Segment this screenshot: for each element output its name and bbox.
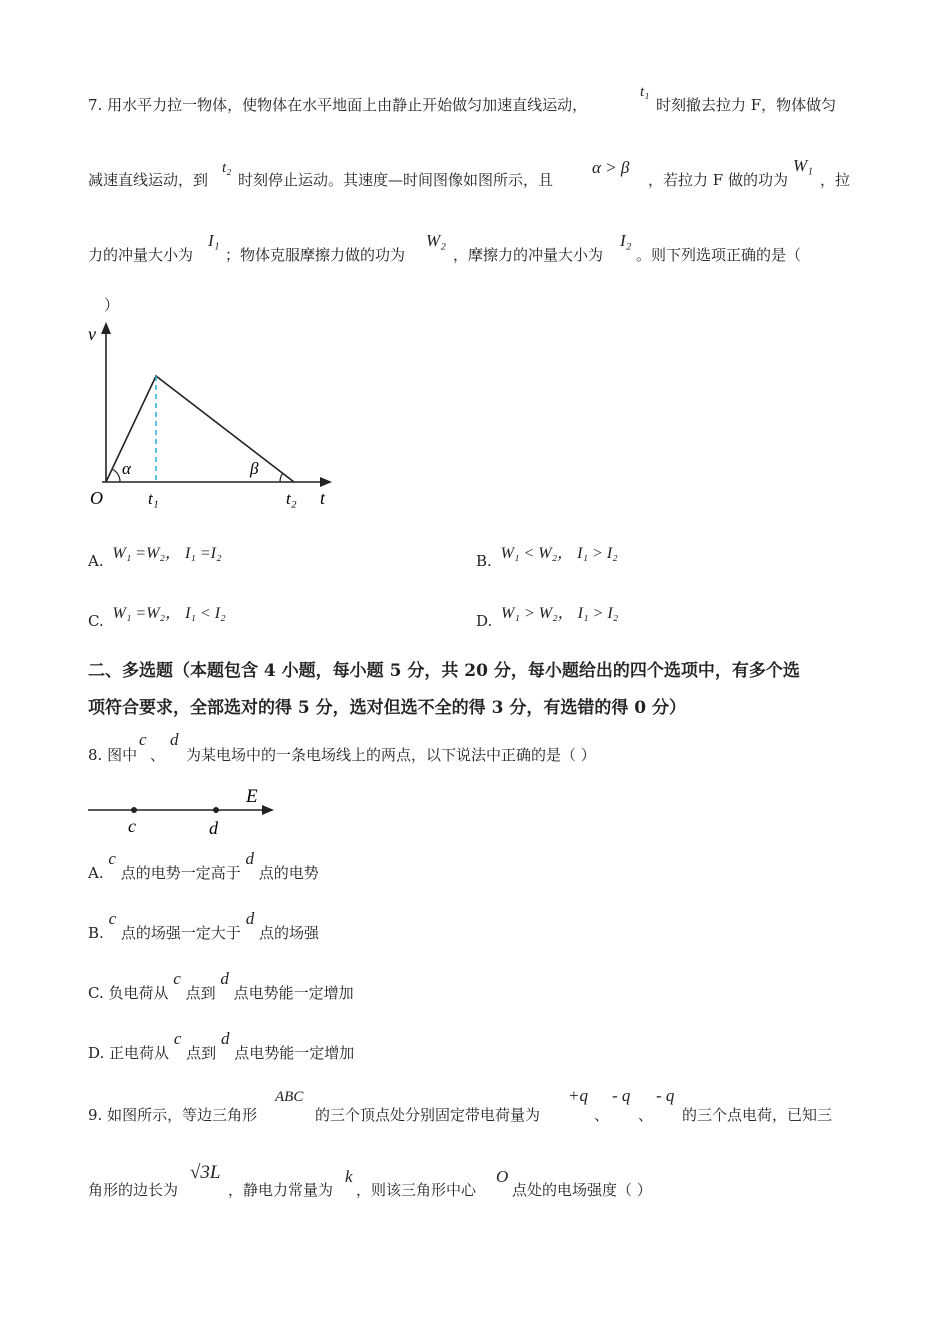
section-2-title-cont: 项符合要求，全部选对的得 5 分，选对但选不全的得 3 分，有选错的得 0 分） bbox=[88, 698, 686, 718]
var-W1: W₁ bbox=[793, 156, 814, 175]
field-line-figure bbox=[84, 782, 284, 838]
q8-option-B[interactable] bbox=[88, 908, 319, 942]
option-A[interactable] bbox=[88, 540, 222, 570]
var-W2: W₂ bbox=[426, 231, 447, 250]
var-d: d bbox=[245, 849, 255, 868]
c-label: c bbox=[128, 816, 136, 836]
q7-line1 bbox=[88, 94, 587, 115]
option-text: 点到 bbox=[186, 1044, 217, 1062]
option-letter: A. bbox=[88, 864, 104, 882]
var-I2: I₂ bbox=[620, 231, 632, 250]
beta-arc bbox=[280, 473, 283, 482]
q7-text: 力的冲量大小为 bbox=[88, 246, 194, 264]
option-B[interactable] bbox=[476, 540, 618, 570]
var-d: d bbox=[220, 969, 229, 988]
q8-option-C[interactable] bbox=[88, 968, 354, 1002]
alpha-gt-beta: α > β bbox=[592, 158, 630, 177]
var-c: c bbox=[139, 730, 147, 749]
var-t2: t₂ bbox=[222, 160, 232, 176]
origin-label: O bbox=[90, 488, 103, 508]
expr-sqrt3L: √3L bbox=[190, 1162, 221, 1183]
q9-text: ，则该三角形中心 bbox=[356, 1181, 477, 1199]
charge-minus-q: - q bbox=[656, 1086, 675, 1105]
var-d: d bbox=[220, 1029, 230, 1048]
option-expr: W₁ < W₂， I₁ > I₂ bbox=[500, 545, 618, 562]
var-c: c bbox=[173, 969, 181, 988]
q7-text: ，拉 bbox=[820, 171, 851, 189]
q8-stem: 为某电场中的一条电场线上的两点，以下说法中正确的是（ ） bbox=[186, 746, 596, 764]
option-expr: W₁ =W₂， I₁ < I₂ bbox=[112, 605, 226, 622]
vt-graph bbox=[80, 318, 350, 518]
q9-text: 9. 如图所示，等边三角形 bbox=[88, 1106, 258, 1124]
point-d bbox=[213, 807, 219, 813]
beta-label: β bbox=[250, 459, 259, 478]
field-line-arrow bbox=[262, 805, 274, 815]
option-text: 点的场强 bbox=[258, 924, 319, 942]
q7-text: 。则下列选项正确的是（ bbox=[636, 246, 802, 264]
alpha-arc bbox=[112, 469, 120, 482]
q7-text: ，摩擦力的冲量大小为 bbox=[453, 246, 604, 264]
option-text: 点电势能一定增加 bbox=[233, 984, 354, 1002]
var-ABC: ABC bbox=[275, 1089, 304, 1105]
q8-stem: 8. 图中 bbox=[88, 746, 138, 764]
v-label: v bbox=[88, 324, 96, 344]
velocity-curve bbox=[106, 376, 294, 482]
v-axis-arrow bbox=[101, 322, 111, 334]
option-expr: W₁ =W₂， I₁ =I₂ bbox=[112, 545, 222, 562]
t-axis-arrow bbox=[320, 477, 332, 487]
option-letter: D. bbox=[476, 612, 493, 630]
E-label: E bbox=[246, 786, 258, 807]
option-letter: B. bbox=[476, 552, 492, 570]
t-label: t bbox=[320, 488, 326, 508]
option-text: 点的场强一定大于 bbox=[120, 924, 241, 942]
q7-text: 7. 用水平力拉一物体，使物体在水平地面上由静止开始做匀加速直线运动， bbox=[88, 96, 588, 114]
q9-text: 的三个顶点处分别固定带电荷量为 bbox=[315, 1106, 541, 1124]
t2-label: t₂ bbox=[286, 489, 297, 508]
var-k: k bbox=[345, 1167, 353, 1186]
q7-text: 时刻撤去拉力 F，物体做匀 bbox=[656, 96, 837, 114]
section-2-title: 二、多选题（本题包含 4 小题，每小题 5 分，共 20 分，每小题给出的四个选项中，有多个选 bbox=[88, 661, 800, 681]
t1-label: t₁ bbox=[148, 489, 159, 508]
var-c: c bbox=[108, 849, 116, 868]
var-t1: t₁ bbox=[640, 84, 650, 100]
option-text: 点到 bbox=[185, 984, 216, 1002]
d-label: d bbox=[209, 818, 218, 838]
option-letter: D. 正电荷从 bbox=[88, 1044, 170, 1062]
option-C[interactable] bbox=[88, 600, 226, 630]
q7-text: ） bbox=[104, 296, 120, 314]
option-text: 点的电势 bbox=[258, 864, 319, 882]
option-letter: A. bbox=[88, 552, 104, 570]
q7-text: ；物体克服摩擦力做的功为 bbox=[225, 246, 406, 264]
option-text: 点的电势一定高于 bbox=[120, 864, 241, 882]
option-D[interactable] bbox=[476, 600, 619, 630]
q8-stem: 、 bbox=[150, 746, 166, 764]
q9-text: 、 bbox=[638, 1106, 654, 1124]
q8-option-D[interactable] bbox=[88, 1028, 355, 1062]
q8-option-A[interactable] bbox=[88, 848, 319, 882]
charge-plus-q: +q bbox=[568, 1086, 588, 1105]
q9-text: 点处的电场强度（ ） bbox=[512, 1181, 652, 1199]
option-letter: C. 负电荷从 bbox=[88, 984, 169, 1002]
point-c bbox=[131, 807, 137, 813]
var-c: c bbox=[108, 909, 117, 928]
q7-text: 时刻停止运动。其速度—时间图像如图所示，且 bbox=[238, 171, 554, 189]
q9-text: ，静电力常量为 bbox=[228, 1181, 334, 1199]
option-expr: W₁ > W₂， I₁ > I₂ bbox=[501, 605, 619, 622]
var-c: c bbox=[173, 1029, 182, 1048]
var-I1: I₁ bbox=[208, 231, 220, 250]
alpha-label: α bbox=[122, 459, 131, 478]
option-text: 点电势能一定增加 bbox=[234, 1044, 355, 1062]
q7-text: 减速直线运动，到 bbox=[88, 171, 209, 189]
option-letter: B. bbox=[88, 924, 104, 942]
var-d: d bbox=[170, 730, 179, 749]
var-O: O bbox=[496, 1167, 509, 1186]
charge-minus-q: - q bbox=[612, 1086, 631, 1105]
q9-text: 、 bbox=[594, 1106, 610, 1124]
q9-text: 的三个点电荷，已知三 bbox=[682, 1106, 833, 1124]
option-letter: C. bbox=[88, 612, 104, 630]
q7-text: ，若拉力 F 做的功为 bbox=[648, 171, 788, 189]
q9-text: 角形的边长为 bbox=[88, 1181, 179, 1199]
var-d: d bbox=[245, 909, 255, 928]
